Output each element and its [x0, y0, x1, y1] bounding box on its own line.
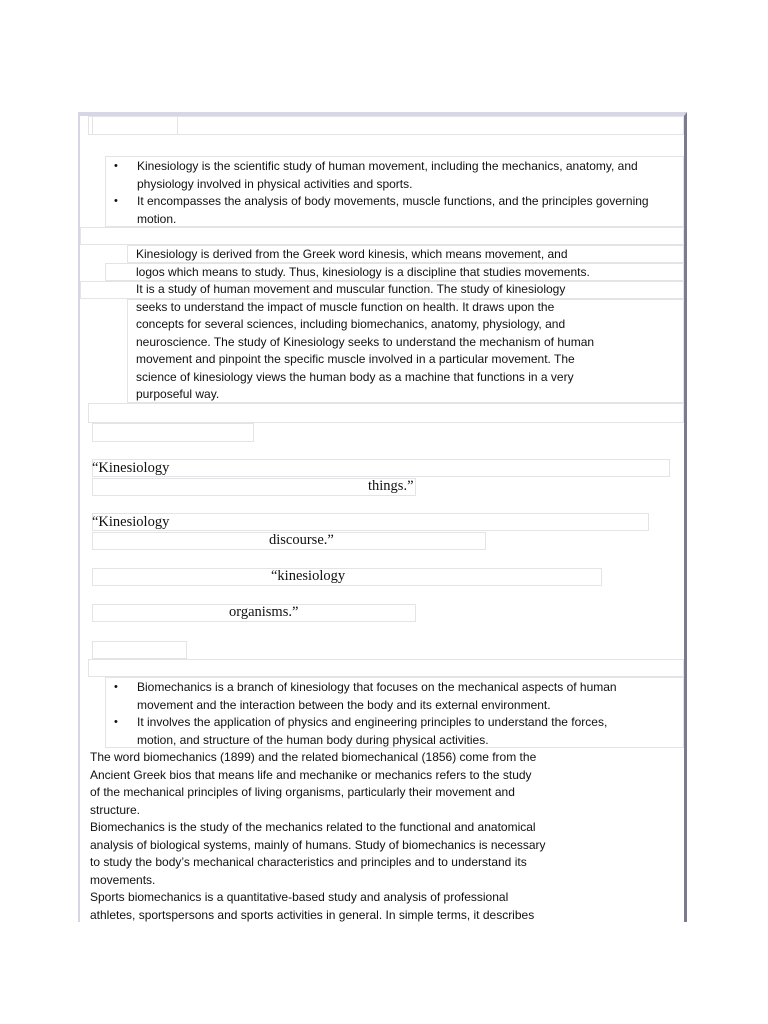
bullet-dot: •	[114, 160, 118, 172]
bullet-line: movement and the interaction between the body and its external environment.	[137, 697, 551, 712]
empty-frame	[92, 423, 254, 442]
bullet-line: Biomechanics is a branch of kinesiology that focuses on the mechanical aspects of human	[137, 680, 617, 694]
quote-frame	[92, 513, 649, 531]
paragraph-line: concepts for several sciences, including biomechanics, anatomy, physiology, and	[136, 317, 566, 331]
paragraph-line: to study the body’s mechanical characteristics and principles and to understand its	[90, 855, 527, 869]
paragraph-line: of the mechanical principles of living organisms, particularly their movement and	[90, 785, 515, 799]
biomechanics-paragraph	[90, 749, 546, 922]
quote-frame	[92, 459, 670, 477]
quote-1-start: “Kinesiology	[92, 460, 170, 476]
paragraph-line: athletes, sportspersons and sports activities in general. In simple terms, it describes	[90, 907, 535, 922]
paragraph-line: neuroscience. The study of Kinesiology seeks to understand the mechanism of human	[136, 334, 595, 349]
document-page	[78, 112, 687, 922]
paragraph-line: analysis of biological systems, mainly of humans. Study of biomechanics is necessary	[90, 837, 546, 852]
paragraph-line: movement and pinpoint the specific muscle involved in a particular movement. The	[136, 352, 575, 366]
paragraph-line: Sports biomechanics is a quantitative-based study and analysis of professional	[90, 890, 509, 904]
empty-frame	[92, 641, 187, 659]
paragraph-line: movements.	[90, 872, 156, 887]
paragraph-line: logos which means to study. Thus, kinesiology is a discipline that studies movements.	[136, 264, 590, 279]
paragraph-line: It is a study of human movement and muscular function. The study of kinesiology	[136, 282, 566, 296]
empty-frame	[88, 659, 684, 677]
paragraph-line: purposeful way.	[136, 387, 220, 401]
bullet-line: motion.	[137, 211, 177, 226]
empty-frame	[80, 227, 684, 245]
paragraph-line: Biomechanics is the study of the mechanics related to the functional and anatomical	[90, 820, 536, 834]
kinesiology-paragraph	[136, 246, 594, 404]
quote-2-start: “Kinesiology	[92, 514, 170, 530]
quote-1-end: things.”	[368, 478, 414, 494]
quote-3-end: organisms.”	[229, 604, 299, 620]
bullet-dot: •	[114, 195, 118, 207]
quote-2-end: discourse.”	[269, 532, 334, 548]
paragraph-line: Kinesiology is derived from the Greek word kinesis, which means movement, and	[136, 247, 568, 261]
empty-frame	[92, 116, 178, 135]
paragraph-line: seeks to understand the impact of muscle function on health. It draws upon the	[136, 299, 555, 314]
paragraph-line: The word biomechanics (1899) and the related biomechanical (1856) come from the	[90, 750, 537, 764]
quote-3-start: “kinesiology	[271, 568, 346, 584]
empty-frame	[88, 403, 684, 423]
bullet-line: physiology involved in physical activities and sports.	[137, 176, 413, 191]
quote-frame	[92, 568, 602, 586]
bullet-dot: •	[114, 716, 118, 728]
bullet-line: motion, and structure of the human body during physical activities.	[137, 732, 489, 747]
bullet-line: It encompasses the analysis of body movements, muscle functions, and the principles governing	[137, 194, 649, 208]
paragraph-line: Ancient Greek bios that means life and mechanike or mechanics refers to the study	[90, 767, 532, 782]
paragraph-line: structure.	[90, 802, 141, 817]
paragraph-line: science of kinesiology views the human body as a machine that functions in a very	[136, 369, 574, 384]
bullet-dot: •	[114, 681, 118, 693]
bullet-line: Kinesiology is the scientific study of human movement, including the mechanics, anatomy, and	[137, 159, 638, 173]
bullet-line: It involves the application of physics and engineering principles to understand the forces,	[137, 715, 608, 729]
